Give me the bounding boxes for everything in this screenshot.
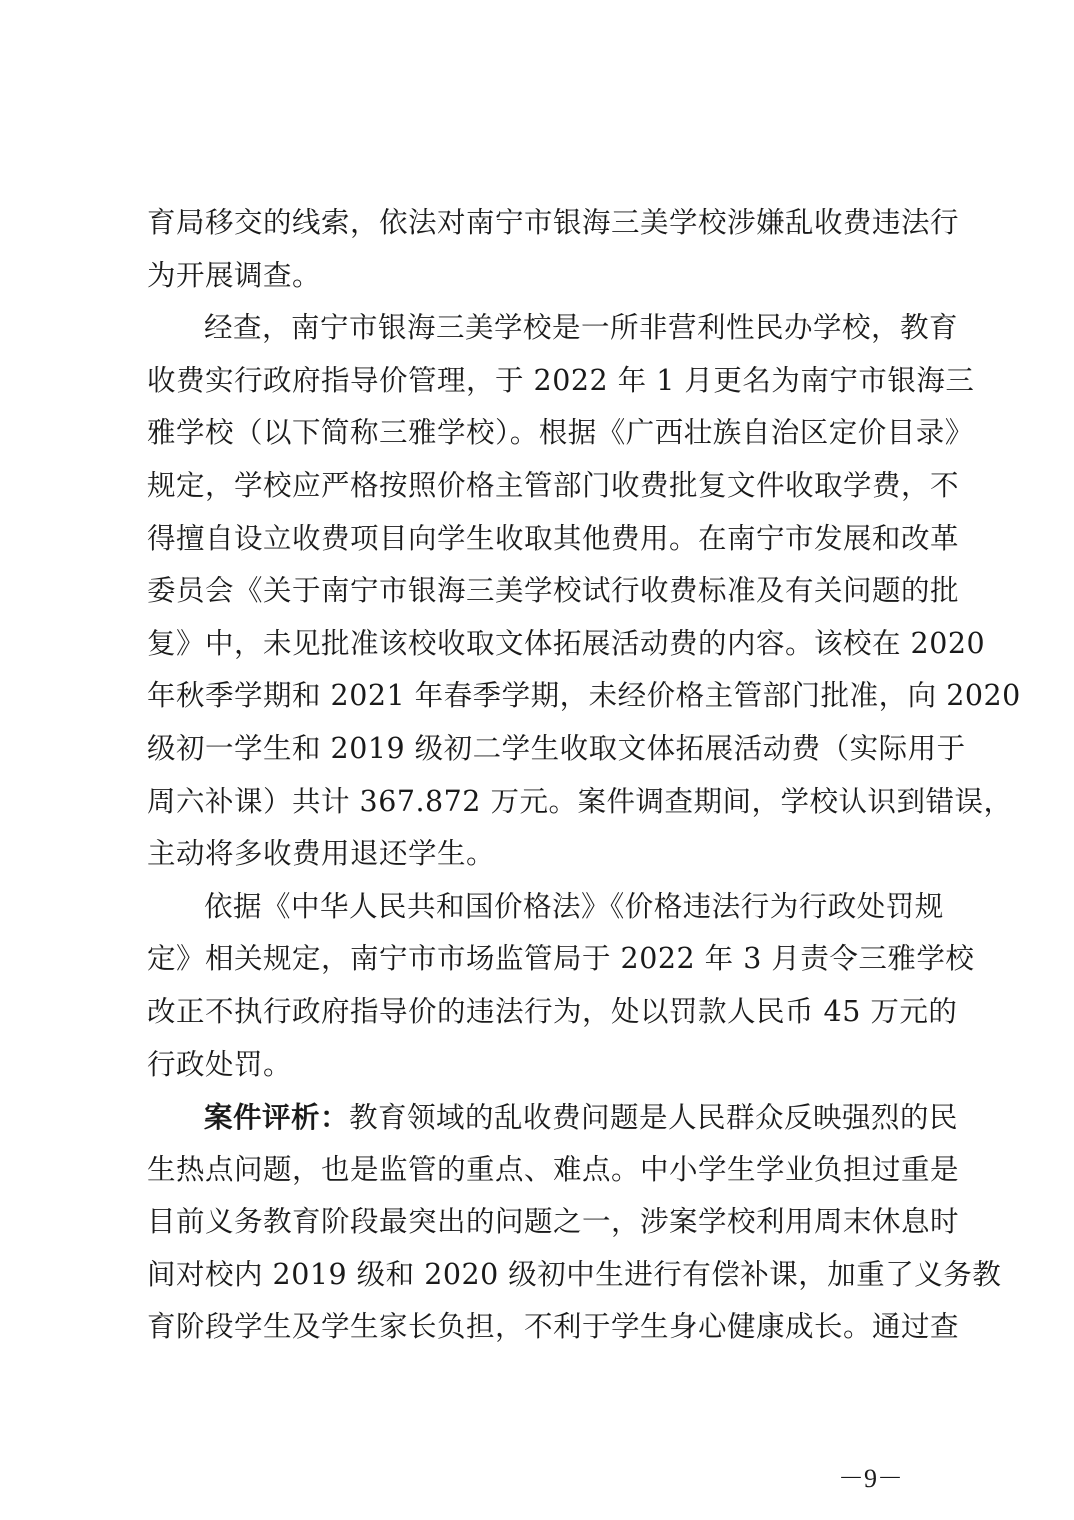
text-line: 年秋季学期和 2021 年春季学期，未经价格主管部门批准，向 2020 [147,679,1021,713]
text-line: 得擅自设立收费项目向学生收取其他费用。在南宁市发展和改革 [147,521,960,555]
text-line: 周六补课）共计 367.872 万元。案件调查期间，学校认识到错误， [147,784,1013,818]
text-line: 收费实行政府指导价管理，于 2022 年 1 月更名为南宁市银海三 [147,363,975,397]
text-line: 定》相关规定，南宁市市场监管局于 2022 年 3 月责令三雅学校 [147,942,975,976]
text-line: 改正不执行政府指导价的违法行为，处以罚款人民币 45 万元的 [147,994,958,1028]
text-line: 复》中，未见批准该校收取文体拓展活动费的内容。该校在 2020 [147,626,986,660]
text-line: 行政处罚。 [147,1047,293,1081]
text-line: 依据《中华人民共和国价格法》《价格违法行为行政处罚规 [204,889,944,923]
body-text [147,197,1021,1354]
text-line: 生热点问题，也是监管的重点、难点。中小学生学业负担过重是 [147,1152,960,1186]
text-line: 主动将多收费用退还学生。 [147,837,496,871]
text-line: 雅学校（以下简称三雅学校）。根据《广西壮族自治区定价目录》 [147,416,974,450]
text-line: 委员会《关于南宁市银海三美学校试行收费标准及有关问题的批 [147,574,960,608]
analysis-line [147,1091,959,1144]
text-line: 级初一学生和 2019 级初二学生收取文体拓展活动费（实际用于 [147,731,966,765]
text-line: 经查，南宁市银海三美学校是一所非营利性民办学校，教育 [204,311,959,345]
page-number: －9－ [838,1464,904,1493]
text-line: 目前义务教育阶段最突出的问题之一，涉案学校利用周末休息时 [147,1205,960,1239]
analysis-label: 案件评析： [204,1100,350,1135]
analysis-text: 教育领域的乱收费问题是人民群众反映强烈的民 [349,1101,959,1135]
text-line: 育阶段学生及学生家长负担，不利于学生身心健康成长。通过查 [147,1310,960,1344]
text-line: 规定，学校应严格按照价格主管部门收费批复文件收取学费，不 [147,468,960,502]
text-line: 为开展调查。 [147,258,322,292]
text-line: 育局移交的线索，依法对南宁市银海三美学校涉嫌乱收费违法行 [147,206,960,239]
text-line: 间对校内 2019 级和 2020 级初中生进行有偿补课，加重了义务教 [147,1257,1002,1291]
